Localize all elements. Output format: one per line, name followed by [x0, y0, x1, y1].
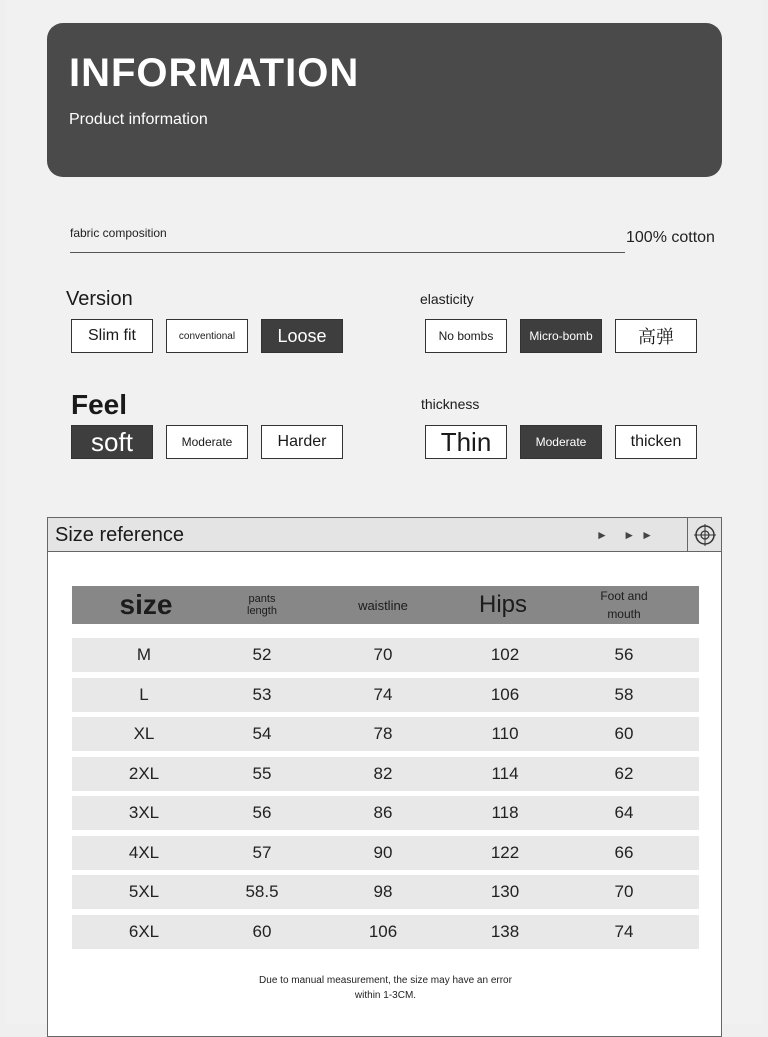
table-cell: 114 — [491, 763, 519, 783]
version-option-loose[interactable]: Loose — [261, 319, 343, 353]
table-row — [72, 757, 699, 791]
thickness-title: thickness — [421, 396, 480, 412]
table-cell: 106 — [490, 684, 520, 704]
thickness-option-moderate[interactable]: Moderate — [520, 425, 602, 459]
header-foot-mouth: Foot and mouth — [600, 589, 648, 621]
header-waistline: waistline — [358, 597, 408, 613]
table-cell: 57 — [252, 842, 272, 862]
elasticity-title: elasticity — [420, 291, 474, 307]
table-cell: 74 — [614, 921, 634, 941]
size-reference-header — [48, 518, 721, 552]
version-title: Version — [66, 288, 133, 310]
table-row — [72, 678, 699, 712]
fabric-label: fabric composition — [70, 226, 167, 240]
version-option-slim-fit[interactable]: Slim fit — [71, 319, 153, 353]
table-cell: 54 — [252, 724, 272, 743]
table-cell: 62 — [614, 763, 634, 783]
table-row — [72, 717, 699, 751]
table-cell: 82 — [373, 763, 393, 783]
table-cell: 56 — [252, 803, 272, 822]
table-row — [72, 796, 699, 830]
table-cell: 110 — [491, 724, 519, 743]
table-cell: 58.5 — [245, 882, 279, 901]
measurement-note: Due to manual measurement, the size may have an error within 1-3CM. — [259, 975, 512, 1001]
fabric-divider — [70, 252, 625, 253]
arrow-icons: ► ►► — [596, 528, 659, 542]
table-cell: 98 — [373, 882, 393, 901]
table-cell: 130 — [490, 882, 520, 901]
crosshair-icon — [687, 518, 721, 551]
thickness-option-thin[interactable]: Thin — [425, 425, 507, 459]
version-option-conventional[interactable]: conventional — [166, 319, 248, 353]
info-banner — [47, 23, 722, 177]
table-cell: 6XL — [128, 921, 160, 941]
table-cell: 60 — [252, 921, 272, 941]
table-cell: XL — [133, 724, 155, 743]
table-cell: 102 — [490, 645, 520, 664]
table-cell: 70 — [614, 882, 634, 901]
table-cell: 55 — [252, 763, 272, 783]
elasticity-option-micro-bomb[interactable]: Micro-bomb — [520, 319, 602, 353]
banner-subtitle: Product information — [69, 111, 208, 128]
banner-title: INFORMATION — [69, 51, 360, 95]
size-reference-card — [47, 517, 722, 1037]
elasticity-option-high-elastic[interactable]: 高弹 — [615, 319, 697, 353]
table-cell: 58 — [614, 684, 634, 704]
table-row — [72, 638, 699, 672]
table-cell: 53 — [252, 684, 272, 704]
feel-option-moderate[interactable]: Moderate — [166, 425, 248, 459]
table-cell: 122 — [490, 842, 520, 862]
feel-title: Feel — [71, 389, 128, 420]
table-cell: M — [136, 645, 152, 664]
table-cell: 56 — [614, 645, 634, 664]
fabric-value: 100% cotton — [626, 229, 715, 246]
table-cell: 2XL — [128, 763, 160, 783]
table-cell: 66 — [614, 842, 634, 862]
table-cell: 106 — [368, 921, 398, 941]
header-pants-length: pants length — [247, 593, 277, 617]
table-cell: 3XL — [128, 803, 160, 822]
table-row — [72, 875, 699, 909]
table-cell: 90 — [373, 842, 393, 862]
table-cell: 4XL — [128, 842, 160, 862]
feel-option-harder[interactable]: Harder — [261, 425, 343, 459]
thickness-option-thicken[interactable]: thicken — [615, 425, 697, 459]
table-cell: 5XL — [128, 882, 160, 901]
header-hips: Hips — [478, 591, 527, 618]
table-cell: 86 — [373, 803, 393, 822]
table-cell: L — [139, 684, 149, 704]
table-cell: 78 — [373, 724, 393, 743]
table-cell: 52 — [252, 645, 272, 664]
size-reference-title: Size reference — [55, 524, 184, 546]
feel-option-soft[interactable]: soft — [71, 425, 153, 459]
size-table-header — [72, 586, 699, 624]
header-size: size — [119, 589, 173, 620]
table-row — [72, 915, 699, 949]
table-cell: 138 — [490, 921, 520, 941]
table-cell: 70 — [373, 645, 393, 664]
table-row — [72, 836, 699, 870]
table-cell: 74 — [373, 684, 393, 704]
elasticity-option-no-bombs[interactable]: No bombs — [425, 319, 507, 353]
table-cell: 64 — [614, 803, 634, 822]
table-cell: 118 — [491, 803, 519, 822]
table-cell: 60 — [614, 724, 634, 743]
